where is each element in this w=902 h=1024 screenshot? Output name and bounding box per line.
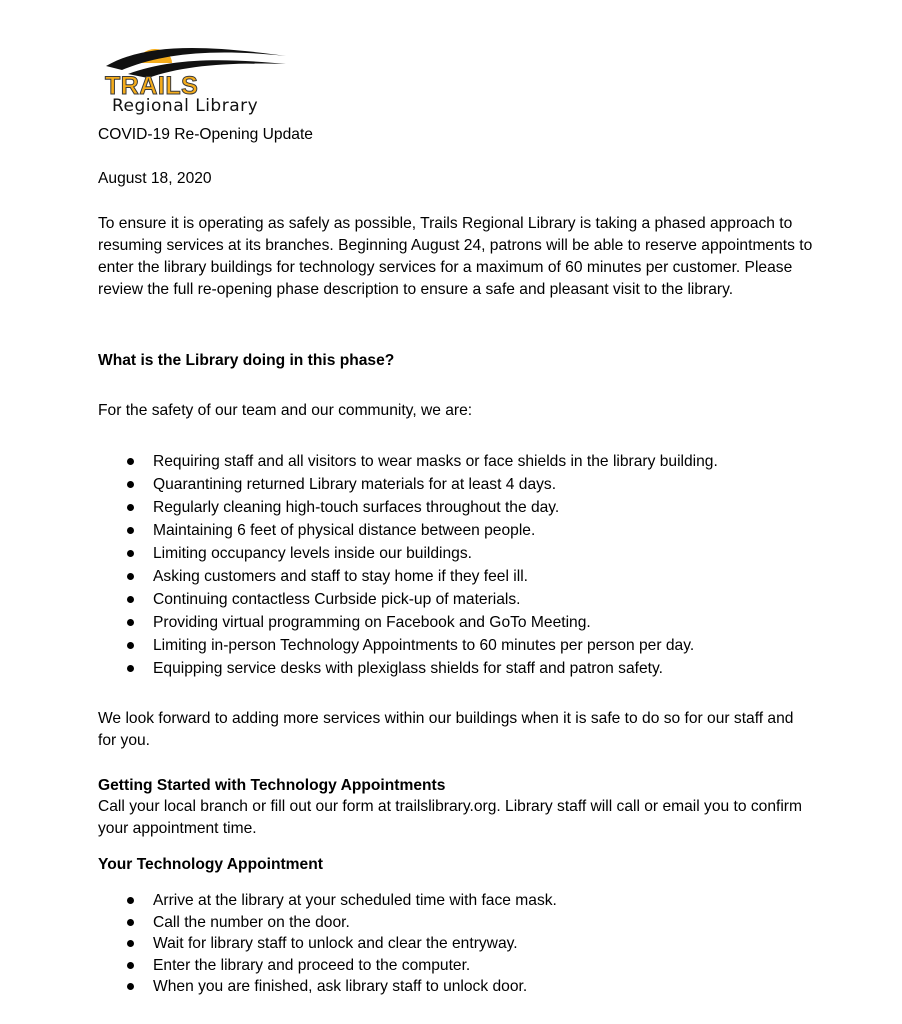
list-item: Call the number on the door. <box>98 912 813 934</box>
list-item: When you are finished, ask library staff to unlock door. <box>98 976 813 998</box>
safety-intro: For the safety of our team and our community, we are: <box>98 402 473 419</box>
safety-list <box>98 450 813 680</box>
getting-started-heading: Getting Started with Technology Appointments <box>98 777 446 794</box>
doc-date: August 18, 2020 <box>98 170 212 187</box>
list-item: Maintaining 6 feet of physical distance between people. <box>98 519 813 542</box>
logo-subtitle-text: Regional Library <box>112 96 259 116</box>
list-item: Requiring staff and all visitors to wear masks or face shields in the library building. <box>98 450 813 473</box>
intro-paragraph: To ensure it is operating as safely as possible, Trails Regional Library is taking a phased approach to resuming services at its branches. Beginning August 24, patrons will be able to reserve appointments to enter the library buildings for technology services for a maximum of 60 minutes per customer. Please review the full re-opening phase description to ensure a safe and pleasant visit to the library. <box>98 215 813 298</box>
forward-paragraph: We look forward to adding more services within our buildings when it is safe to do so for our staff and for you. <box>98 710 794 749</box>
list-item: Quarantining returned Library materials for at least 4 days. <box>98 473 813 496</box>
list-item: Arrive at the library at your scheduled time with face mask. <box>98 890 813 912</box>
list-item: Regularly cleaning high-touch surfaces throughout the day. <box>98 496 813 519</box>
list-item: Enter the library and proceed to the computer. <box>98 955 813 977</box>
appointment-list <box>98 890 813 998</box>
list-item: Wait for library staff to unlock and clear the entryway. <box>98 933 813 955</box>
list-item: Providing virtual programming on Facebook and GoTo Meeting. <box>98 611 813 634</box>
list-item: Continuing contactless Curbside pick-up of materials. <box>98 588 813 611</box>
trails-library-logo <box>100 40 290 120</box>
phase-heading: What is the Library doing in this phase? <box>98 352 395 369</box>
logo-brand-text: TRAILS <box>105 72 199 100</box>
list-item: Equipping service desks with plexiglass shields for staff and patron safety. <box>98 657 813 680</box>
list-item: Asking customers and staff to stay home if they feel ill. <box>98 565 813 588</box>
doc-title: COVID-19 Re-Opening Update <box>98 126 313 143</box>
getting-started-body: Call your local branch or fill out our form at trailslibrary.org. Library staff will call or email you to confirm your appointment time. <box>98 798 802 837</box>
list-item: Limiting occupancy levels inside our buildings. <box>98 542 813 565</box>
appointment-heading: Your Technology Appointment <box>98 856 323 873</box>
list-item: Limiting in-person Technology Appointments to 60 minutes per person per day. <box>98 634 813 657</box>
